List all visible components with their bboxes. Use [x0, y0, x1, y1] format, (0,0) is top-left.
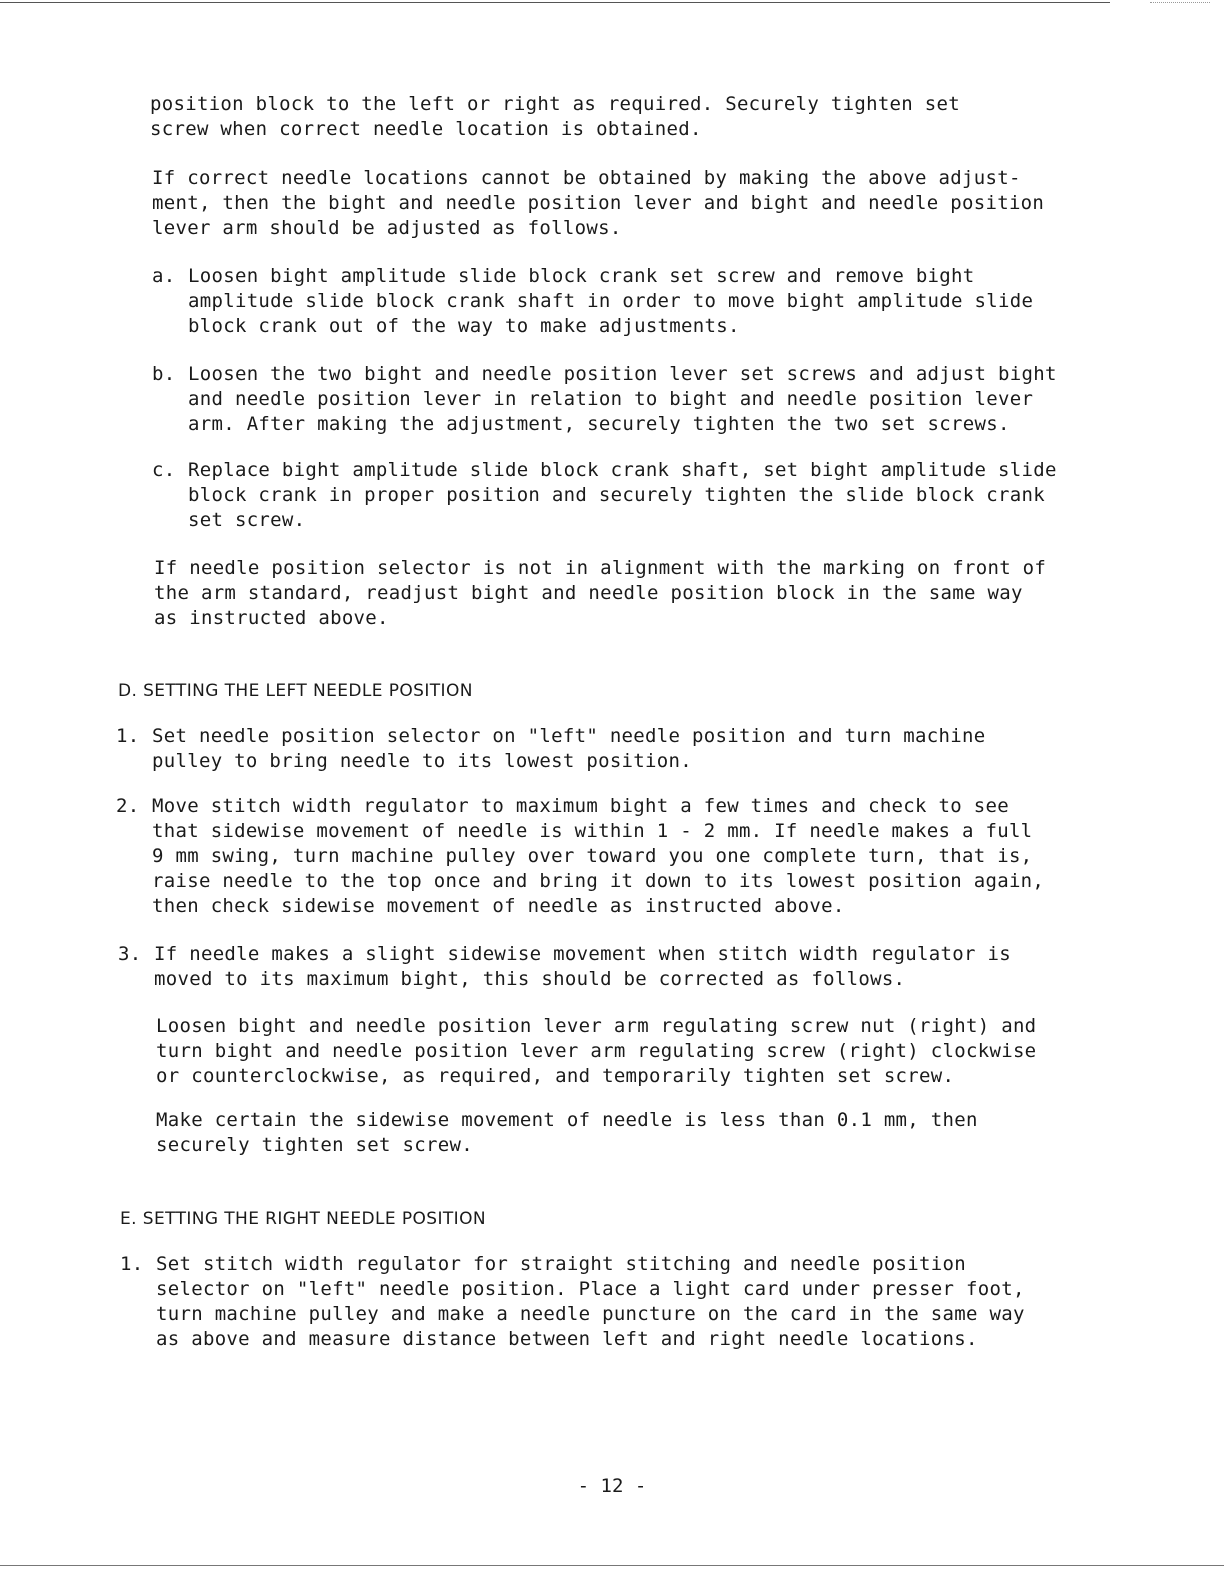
text-line: Loosen bight and needle position lever arm regulating screw nut (right) and	[156, 1015, 1037, 1037]
text-line: and needle position lever in relation to bight and needle position lever	[188, 388, 1034, 410]
text-line: selector on "left" needle position. Place a light card under presser foot,	[156, 1278, 1025, 1300]
text-line: block crank out of the way to make adjustments.	[188, 315, 740, 337]
page-number: - 12 -	[577, 1475, 647, 1497]
d-step-1	[116, 724, 985, 774]
text-line: that sidewise movement of needle is within 1 - 2 mm. If needle makes a full	[152, 820, 1033, 842]
text-line: securely tighten set screw.	[156, 1134, 473, 1156]
text-line: block crank in proper position and securely tighten the slide block crank	[188, 484, 1045, 506]
text-line: Move stitch width regulator to maximum bight a few times and check to see	[152, 795, 1009, 817]
text-line: set screw.	[188, 509, 306, 531]
text-line: the arm standard, readjust bight and needle position block in the same way	[154, 582, 1023, 604]
d-step-3	[118, 942, 1011, 992]
step-label: b.	[152, 363, 176, 385]
adjust-paragraph	[152, 166, 1044, 241]
step-label: 2.	[116, 795, 140, 817]
text-line: Set stitch width regulator for straight stitching and needle position	[156, 1253, 966, 1275]
text-line: Loosen bight amplitude slide block crank set screw and remove bight	[188, 265, 975, 287]
step-c	[152, 458, 1057, 533]
step-a	[152, 264, 1033, 339]
text-line: If correct needle locations cannot be obtained by making the above adjust-	[152, 167, 1021, 189]
text-line: then check sidewise movement of needle as instructed above.	[152, 895, 845, 917]
section-e-heading: E. SETTING THE RIGHT NEEDLE POSITION	[120, 1209, 486, 1229]
text-line: Set needle position selector on "left" needle position and turn machine	[152, 725, 986, 747]
text-line: amplitude slide block crank shaft in order to move bight amplitude slide	[188, 290, 1034, 312]
step-label: 1.	[116, 725, 140, 747]
make-certain-paragraph	[156, 1108, 978, 1158]
text-line: ment, then the bight and needle position lever and bight and needle position	[152, 192, 1045, 214]
text-line: raise needle to the top once and bring it down to its lowest position again,	[152, 870, 1045, 892]
text-line: screw when correct needle location is obtained.	[150, 118, 702, 140]
step-label: c.	[152, 459, 176, 481]
step-label: 1.	[120, 1253, 144, 1275]
step-label: a.	[152, 265, 176, 287]
text-line: moved to its maximum bight, this should be corrected as follows.	[154, 968, 906, 990]
text-line: Make certain the sidewise movement of needle is less than 0.1 mm, then	[156, 1109, 978, 1131]
selector-paragraph	[154, 556, 1046, 631]
text-line: Loosen the two bight and needle position lever set screws and adjust bight	[188, 363, 1057, 385]
step-b	[152, 362, 1057, 437]
top-rule	[0, 2, 1110, 3]
bottom-rule	[0, 1565, 1224, 1566]
text-line: position block to the left or right as required. Securely tighten set	[150, 93, 960, 115]
top-rule-faint	[1150, 2, 1210, 3]
d-step-2	[116, 794, 1044, 919]
step-label: 3.	[118, 943, 142, 965]
text-line: pulley to bring needle to its lowest position.	[152, 750, 692, 772]
section-d-heading: D. SETTING THE LEFT NEEDLE POSITION	[118, 681, 473, 701]
e-step-1	[120, 1252, 1025, 1352]
text-line: as instructed above.	[154, 607, 389, 629]
text-line: arm. After making the adjustment, securely tighten the two set screws.	[188, 413, 1010, 435]
intro-paragraph	[150, 92, 960, 142]
text-line: If needle position selector is not in alignment with the marking on front of	[154, 557, 1047, 579]
text-line: turn machine pulley and make a needle puncture on the card in the same way	[156, 1303, 1025, 1325]
text-line: 9 mm swing, turn machine pulley over toward you one complete turn, that is,	[152, 845, 1033, 867]
text-line: as above and measure distance between left and right needle locations.	[156, 1328, 978, 1350]
text-line: lever arm should be adjusted as follows.	[152, 217, 622, 239]
loosen-paragraph	[156, 1014, 1036, 1089]
text-line: turn bight and needle position lever arm regulating screw (right) clockwise	[156, 1040, 1037, 1062]
text-line: If needle makes a slight sidewise movement when stitch width regulator is	[154, 943, 1011, 965]
text-line: Replace bight amplitude slide block crank shaft, set bight amplitude slide	[188, 459, 1057, 481]
text-line: or counterclockwise, as required, and temporarily tighten set screw.	[156, 1065, 955, 1087]
